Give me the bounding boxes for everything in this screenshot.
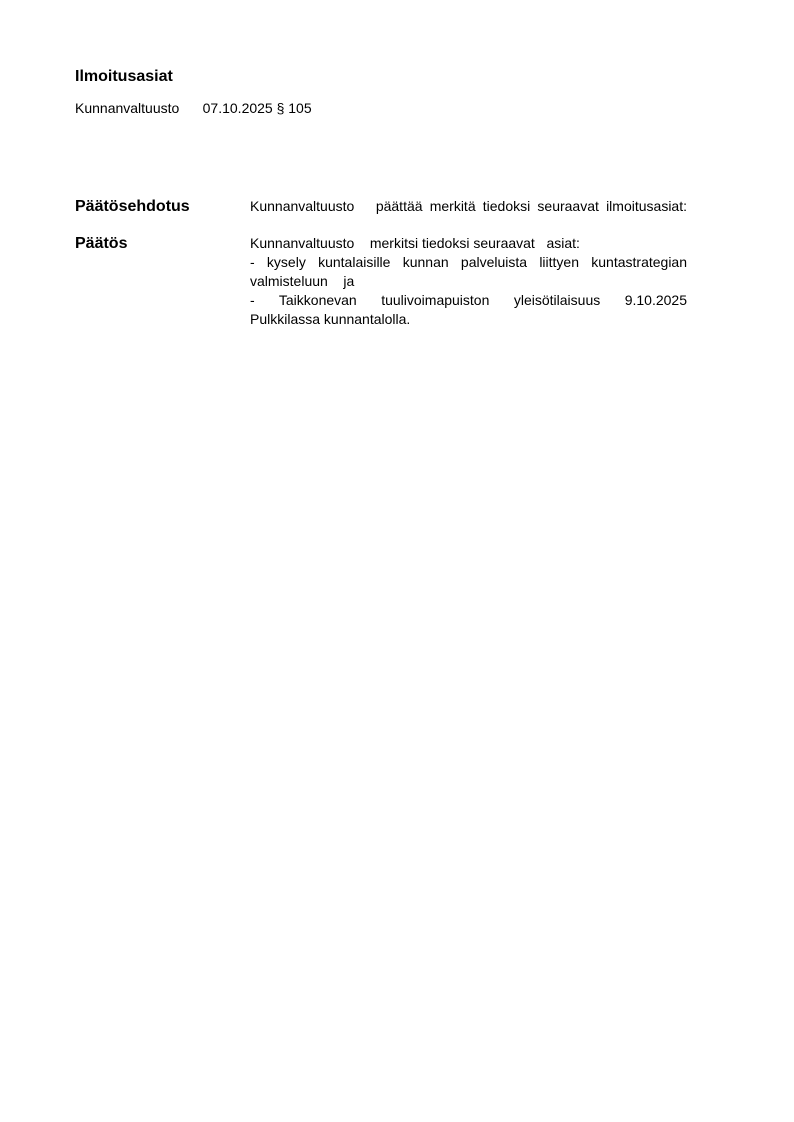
decision-label: Päätös	[75, 235, 128, 252]
text-line: Pulkkilassa kunnantalolla.	[250, 311, 411, 327]
text-line: - Taikkonevan tuulivoimapuiston yleisötilaisuus 9.10.2025	[250, 292, 687, 308]
text-line: Kunnanvaltuusto päättää merkitä tiedoksi seuraavat ilmoitusasiat:	[250, 198, 687, 214]
text-line: - kysely kuntalaisille kunnan palveluista liittyen kuntastrategian	[250, 254, 687, 270]
text-line: Kunnanvaltuusto merkitsi tiedoksi seuraavat asiat:	[250, 235, 580, 251]
decision-proposal-text	[250, 197, 687, 216]
text-line: valmisteluun ja	[250, 273, 355, 289]
decision-proposal-label: Päätösehdotus	[75, 198, 190, 215]
meeting-info-line: Kunnanvaltuusto 07.10.2025 § 105	[75, 100, 312, 116]
decision-text	[250, 234, 687, 329]
decision-proposal-section	[75, 197, 687, 216]
decision-section	[75, 234, 687, 329]
page-title: Ilmoitusasiat	[75, 68, 173, 85]
